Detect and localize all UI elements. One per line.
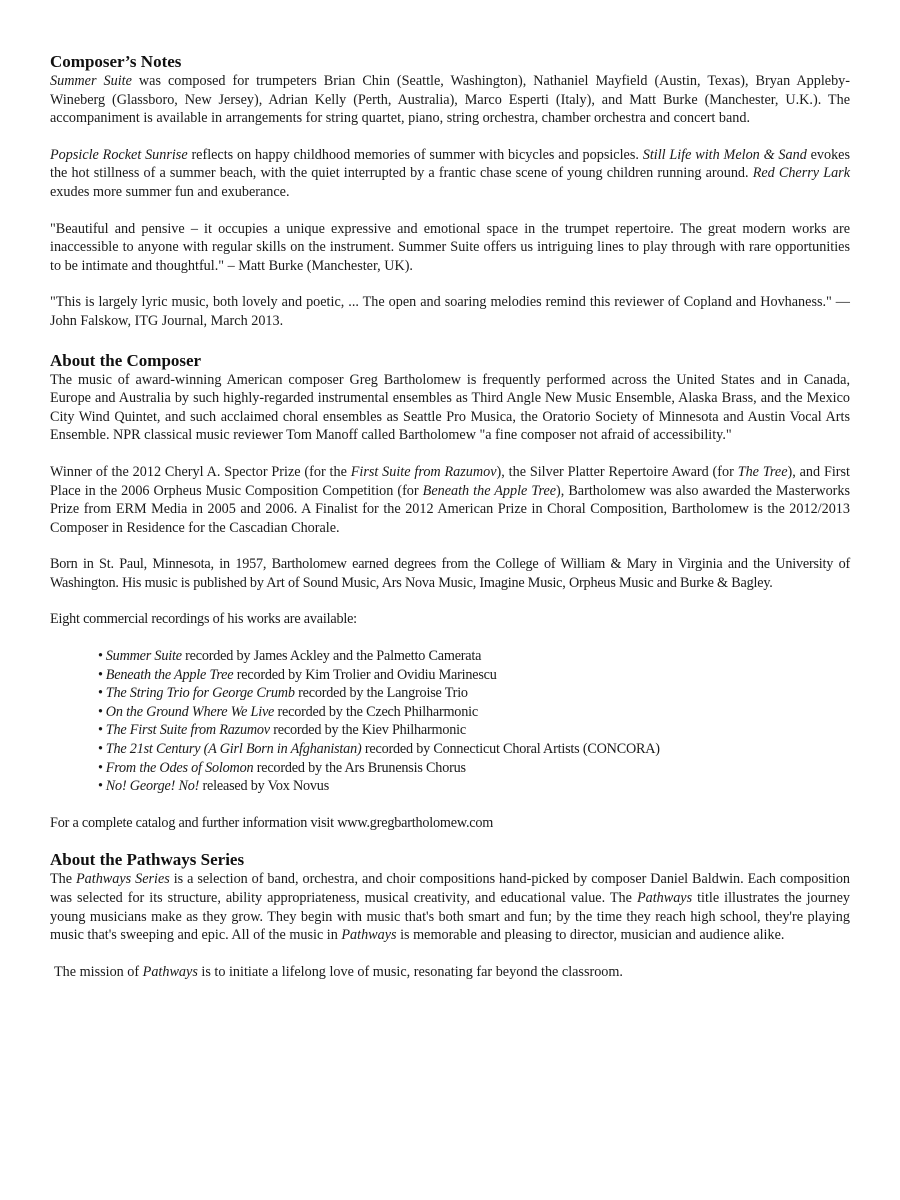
work-title: No! George! No! bbox=[105, 778, 200, 795]
about-composer-heading: About the Composer bbox=[50, 350, 202, 370]
work-title: Beneath the Apple Tree bbox=[422, 482, 557, 499]
composers-notes-heading: Composer’s Notes bbox=[50, 52, 182, 71]
list-item: • The First Suite from Razumov recorded by the Kiev Philharmonic bbox=[98, 722, 467, 739]
work-title: The String Trio for George Crumb bbox=[105, 685, 295, 702]
bullet-icon: • bbox=[98, 759, 103, 776]
composers-notes-section bbox=[50, 52, 850, 331]
list-item: • The String Trio for George Crumb recorded by the Langroise Trio bbox=[98, 685, 468, 702]
series-title: Pathways bbox=[341, 927, 397, 944]
composers-notes-paragraph-2: Popsicle Rocket Sunrise reflects on happy childhood memories of summer with bicycles and popsicles. Still Life with Melon & Sand evokes the hot stillness of a summer beach, with the quiet interrupted by a frantic chase scene of young children running around. Red Cherry Lark exudes more summer fun and exuberance. bbox=[50, 146, 851, 200]
series-title: Pathways Series bbox=[76, 871, 170, 888]
composers-notes-paragraph-1: Summer Suite was composed for trumpeters Brian Chin (Seattle, Washington), Nathaniel Mayfield (Austin, Texas), Bryan Appleby-Wineberg (Glassboro, New Jersey), Adrian Kelly (Perth, Australia), Marco Esperti (Italy), and Matt Burke (Manchester, U.K.). The accompaniment is available in arrangements for string quartet, piano, string orchestra, chamber orchestra and concert band. bbox=[50, 73, 850, 127]
work-title: Still Life with Melon & Sand bbox=[642, 146, 807, 163]
work-title: Summer Suite bbox=[50, 73, 132, 89]
list-item: • The 21st Century (A Girl Born in Afghanistan) recorded by Connecticut Choral Artists (CONCORA) bbox=[98, 741, 660, 758]
recordings-list bbox=[50, 647, 850, 796]
about-pathways-paragraph-1: The Pathways Series is a selection of band, orchestra, and choir compositions hand-picked by composer Daniel Baldwin. Each composition was selected for its structure, ability appropriateness, musical creativity, and educational value. The Pathways title illustrates the journey young musicians make as they grow. They begin with music that's both smart and fun; by the time they reach high school, they're playing music that's sweeping and epic. All of the music in Pathways is memorable and pleasing to director, musician and audience alike. bbox=[50, 871, 851, 944]
work-title: The 21st Century (A Girl Born in Afghanistan) bbox=[105, 741, 362, 758]
work-title: First Suite from Razumov bbox=[350, 463, 497, 480]
work-title: On the Ground Where We Live bbox=[105, 703, 275, 720]
series-title: Pathways bbox=[636, 890, 693, 906]
about-composer-paragraph-1: The music of award-winning American composer Greg Bartholomew is frequently performed across the United States and in Canada, Europe and Australia by such highly-regarded instrumental ensembles as Third Angle New Music Ensemble, Alaska Brass, and the Mexico City Wind Quintet, and such acclaimed choral ensembles as Seattle Pro Musica, the Oratorio Society of Minnesota and Austin Vocal Arts Ensemble. NPR classical music reviewer Tom Manoff called Bartholomew "a fine composer not afraid of accessibility." bbox=[50, 371, 850, 444]
bullet-icon: • bbox=[98, 648, 103, 665]
review-quote-falskow: "This is largely lyric music, both lovely and poetic, ... The open and soaring melodies remind this reviewer of Copland and Hovhaness." — John Falskow, ITG Journal, March 2013. bbox=[50, 294, 850, 329]
work-title: Summer Suite bbox=[105, 648, 182, 665]
work-title: The First Suite from Razumov bbox=[105, 722, 270, 739]
work-title: From the Odes of Solomon bbox=[105, 759, 254, 776]
pathways-mission: The mission of Pathways is to initiate a lifelong love of music, resonating far beyond the classroom. bbox=[54, 963, 623, 980]
bullet-icon: • bbox=[98, 778, 103, 795]
about-composer-section bbox=[50, 351, 850, 833]
work-title: Popsicle Rocket Sunrise bbox=[50, 146, 188, 163]
work-title: Red Cherry Lark bbox=[752, 165, 850, 182]
recordings-intro: Eight commercial recordings of his works are available: bbox=[50, 611, 357, 628]
about-composer-paragraph-3: Born in St. Paul, Minnesota, in 1957, Bartholomew earned degrees from the College of William & Mary in Virginia and the University of Washington. His music is published by Art of Sound Music, Ars Nova Music, Imagine Music, Orpheus Music and Burke & Bagley. bbox=[50, 556, 850, 591]
series-title: Pathways bbox=[142, 963, 198, 980]
about-pathways-section bbox=[50, 850, 850, 981]
work-title: Beneath the Apple Tree bbox=[105, 666, 234, 683]
bullet-icon: • bbox=[98, 666, 103, 683]
work-title: The Tree bbox=[737, 463, 788, 480]
bullet-icon: • bbox=[98, 741, 103, 758]
catalog-link-text: For a complete catalog and further information visit www.gregbartholomew.com bbox=[50, 814, 494, 831]
list-item: • On the Ground Where We Live recorded by the Czech Philharmonic bbox=[98, 703, 478, 720]
list-item: • From the Odes of Solomon recorded by the Ars Brunensis Chorus bbox=[98, 759, 466, 776]
list-item: • Beneath the Apple Tree recorded by Kim Trolier and Ovidiu Marinescu bbox=[98, 666, 497, 683]
bullet-icon: • bbox=[98, 703, 103, 720]
about-pathways-heading: About the Pathways Series bbox=[50, 850, 245, 870]
bullet-icon: • bbox=[98, 685, 103, 702]
list-item: • Summer Suite recorded by James Ackley and the Palmetto Camerata bbox=[98, 648, 482, 665]
about-composer-paragraph-2: Winner of the 2012 Cheryl A. Spector Prize (for the First Suite from Razumov), the Silver Platter Repertoire Award (for The Tree), and First Place in the 2006 Orpheus Music Composition Competition (for Beneath the Apple Tree), Bartholomew was also awarded the Masterworks Prize from ERM Media in 2005 and 2006. A Finalist for the 2012 American Prize in Choral Composition, Bartholomew is the 2012/2013 Composer in Residence for the Cascadian Chorale. bbox=[50, 463, 850, 536]
list-item: • No! George! No! released by Vox Novus bbox=[98, 778, 330, 795]
review-quote-burke: "Beautiful and pensive – it occupies a unique expressive and emotional space in the trumpet repertoire. The great modern works are inaccessible to anyone with regular skills on the instrument. Summer Suite offers us intriguing lines to play through with rare opportunities to be intimate and thoughtful." – Matt Burke (Manchester, UK). bbox=[50, 220, 850, 274]
bullet-icon: • bbox=[98, 722, 103, 739]
